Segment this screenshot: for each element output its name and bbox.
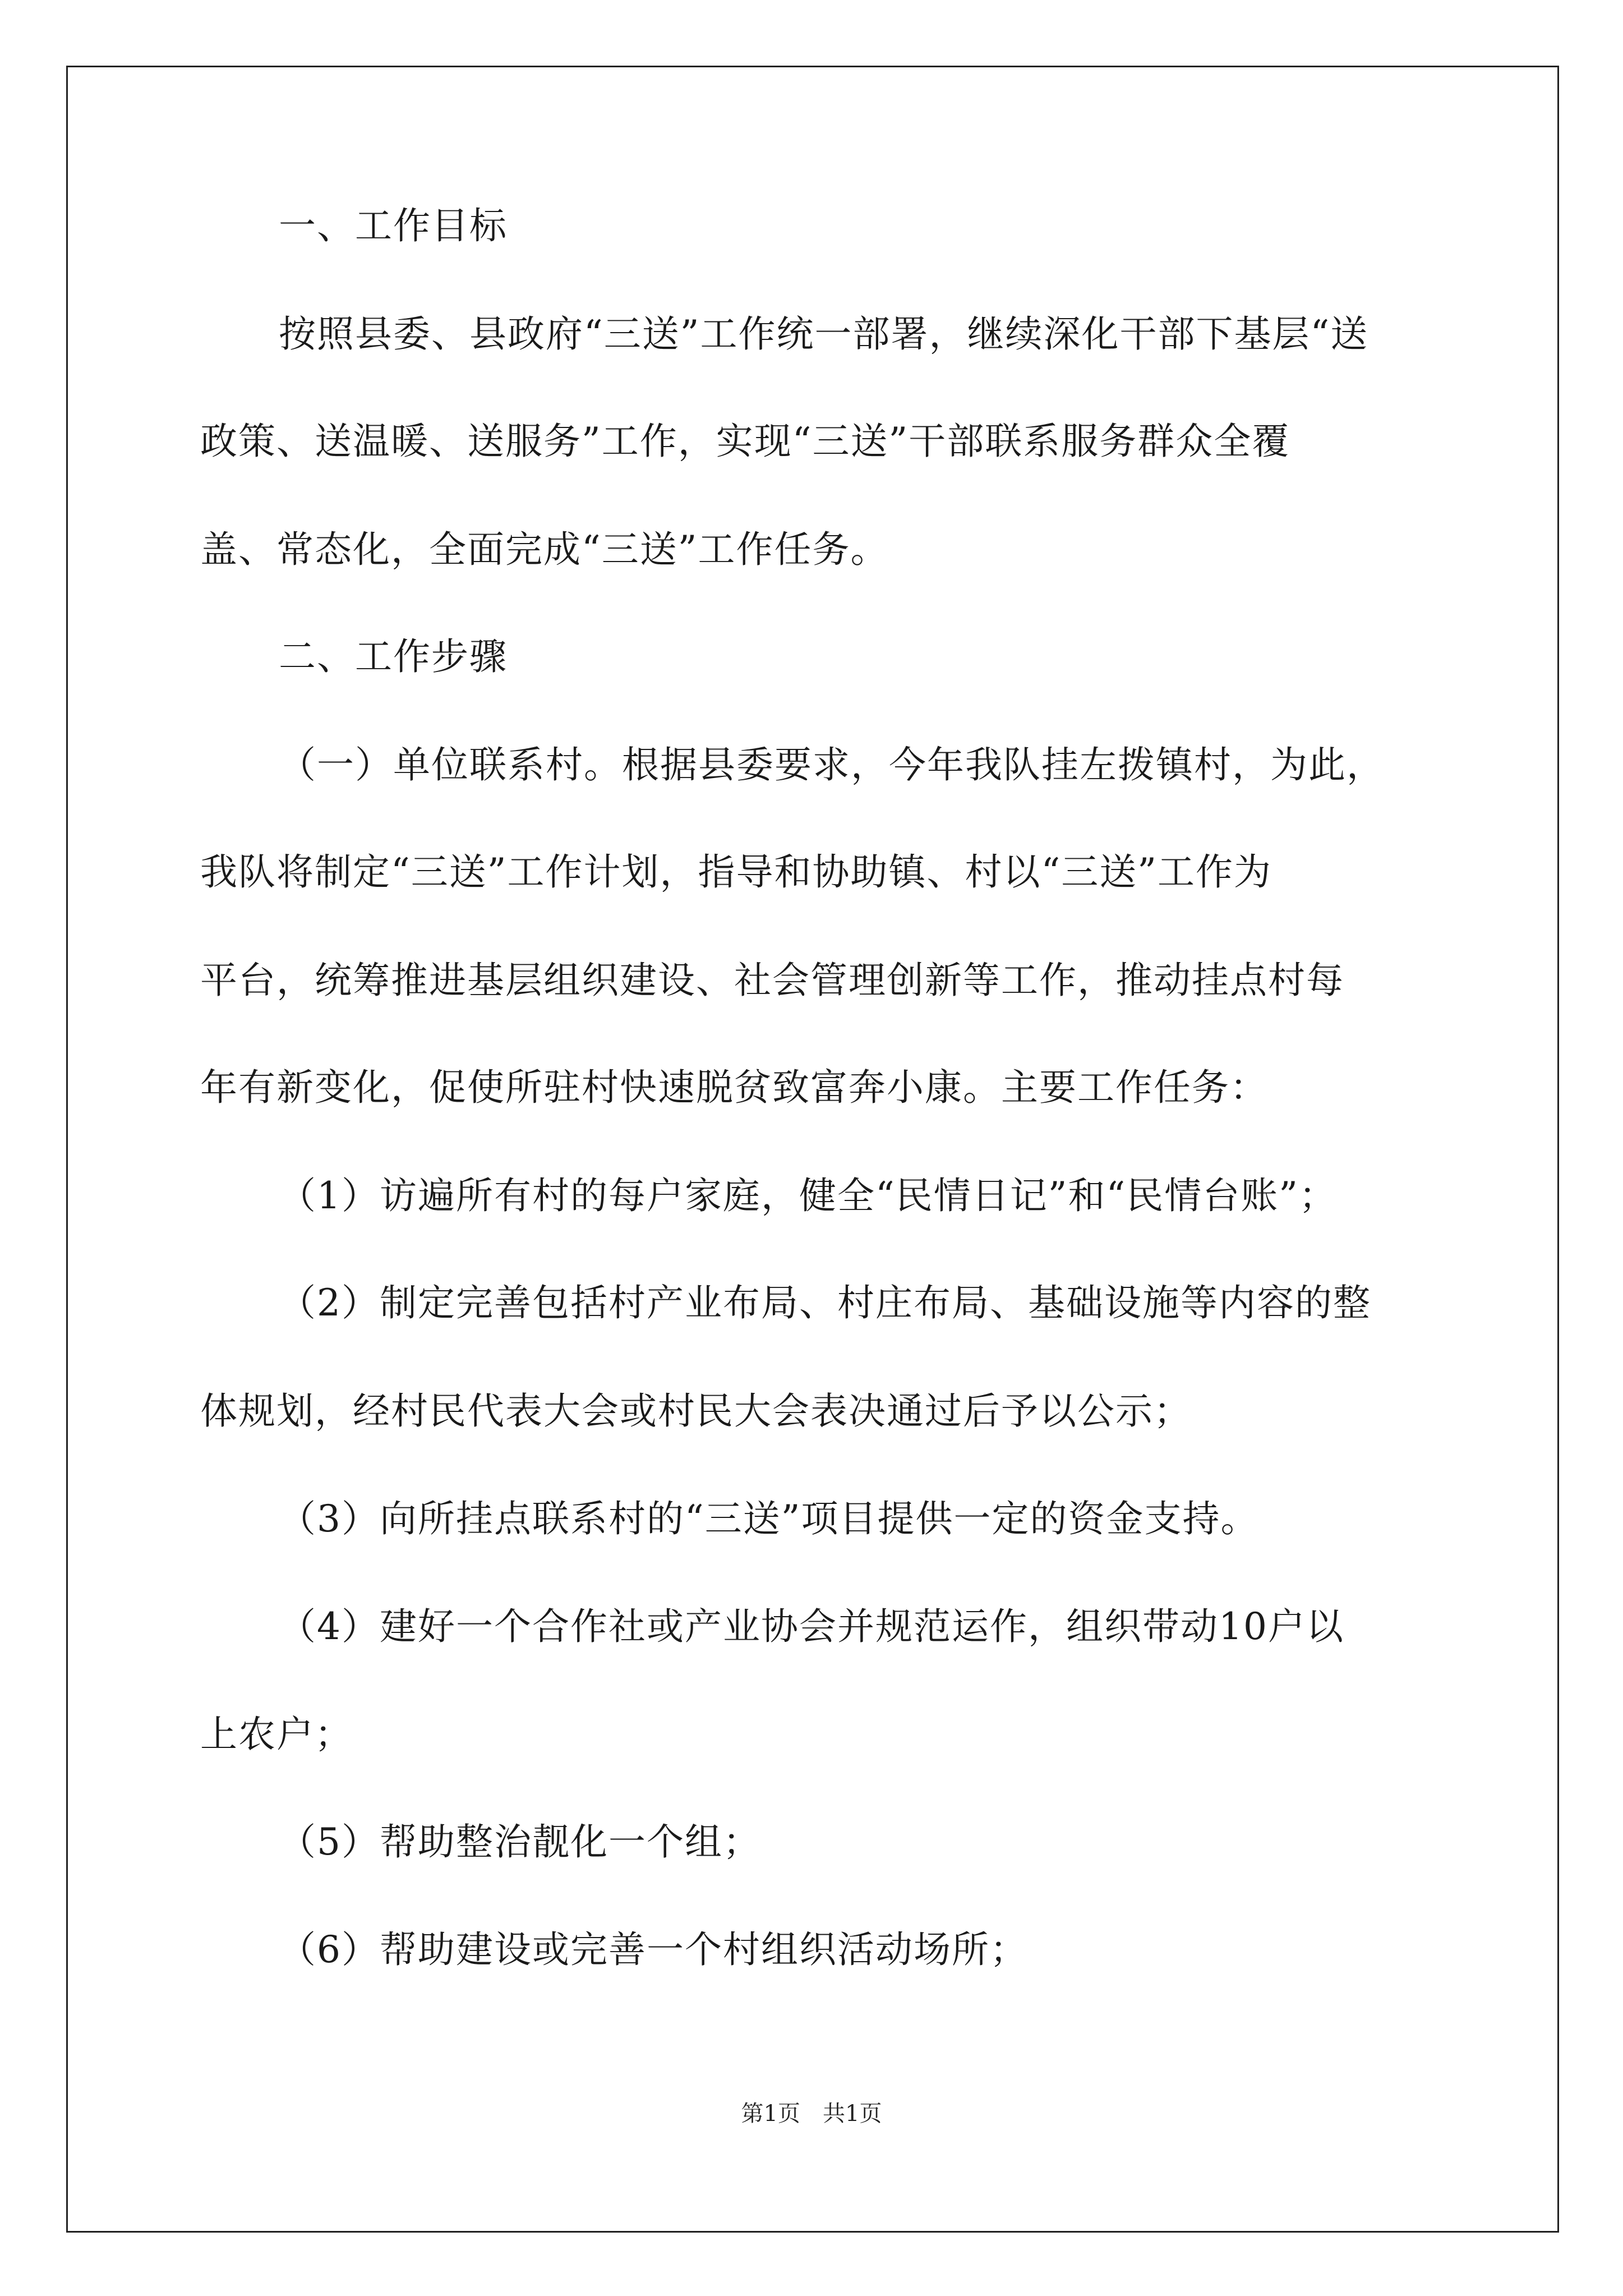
list-item: （6）帮助建设或完善一个村组织活动场所；: [279, 1928, 1028, 1971]
list-item: （2）制定完善包括村产业布局、村庄布局、基础设施等内容的整: [279, 1281, 1371, 1324]
paragraph-line: 盖、常态化，全面完成“三送”工作任务。: [200, 528, 889, 571]
list-item: （5）帮助整治靓化一个组；: [279, 1820, 761, 1864]
paragraph-line: （一）单位联系村。根据县委要求，今年我队挂左拨镇村，为此，: [279, 743, 1385, 786]
paragraph-line: 年有新变化，促使所驻村快速脱贫致富奔小康。主要工作任务：: [200, 1066, 1268, 1109]
list-item: （1）访遍所有村的每户家庭，健全“民情日记”和“民情台账”；: [279, 1174, 1337, 1217]
list-item-continuation: 上农户；: [200, 1713, 353, 1756]
page-border: [66, 66, 1559, 2233]
paragraph-line: 政策、送温暖、送服务”工作，实现“三送”干部联系服务群众全覆: [200, 420, 1290, 463]
list-item: （3）向所挂点联系村的“三送”项目提供一定的资金支持。: [279, 1497, 1259, 1540]
page-footer: 第1页 共1页: [741, 2101, 882, 2127]
section-heading-goals: 一、工作目标: [279, 204, 508, 247]
paragraph-line: 按照县委、县政府“三送”工作统一部署，继续深化干部下基层“送: [279, 312, 1369, 356]
list-item: （4）建好一个合作社或产业协会并规范运作，组织带动10户以: [279, 1605, 1344, 1648]
list-item-continuation: 体规划，经村民代表大会或村民大会表决通过后予以公示；: [200, 1389, 1192, 1433]
section-heading-steps: 二、工作步骤: [279, 635, 508, 678]
paragraph-line: 我队将制定“三送”工作计划，指导和协助镇、村以“三送”工作为: [200, 850, 1272, 894]
paragraph-line: 平台，统筹推进基层组织建设、社会管理创新等工作，推动挂点村每: [200, 959, 1344, 1002]
